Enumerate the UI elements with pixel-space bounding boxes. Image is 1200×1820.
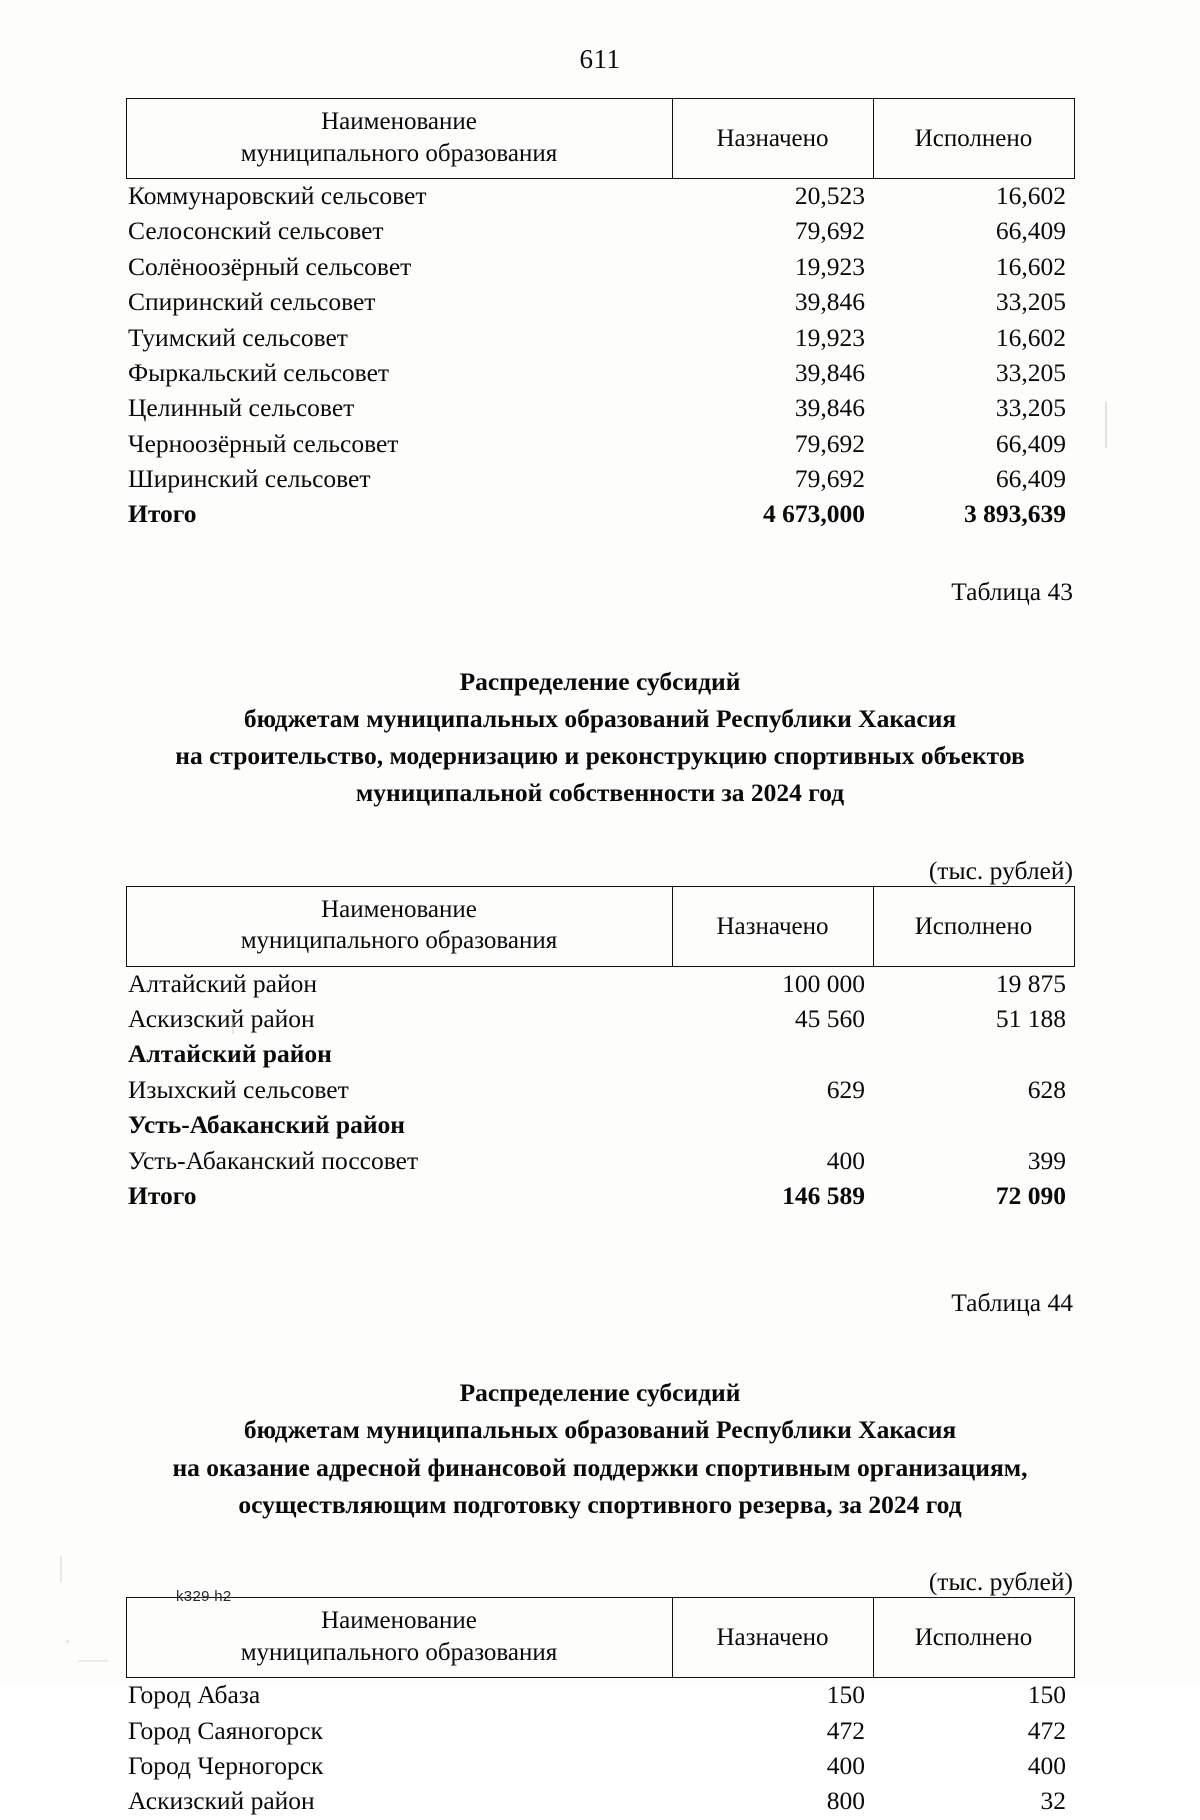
cell-assigned-value: 150 (826, 1680, 865, 1710)
table-45-body (126, 1678, 1074, 1820)
cell-municipality-name: Селосонский сельсовет (128, 216, 384, 246)
table-header-row (126, 886, 1074, 966)
column-header-name (126, 99, 672, 179)
cell-assigned-value: 79,692 (794, 464, 865, 493)
table-row (126, 356, 1074, 391)
table-row (126, 214, 1074, 249)
table-subsidies-44 (126, 886, 1075, 1215)
heading-45-line-4: осуществляющим подготовку спортивного резерва, за 2024 год (238, 1489, 962, 1519)
table-group-row (126, 1108, 1074, 1143)
heading-44-line-2: бюджетам муниципальных образований Республики Хакасия (243, 703, 957, 733)
cell-municipality-name: Туимский сельсовет (128, 322, 348, 352)
table-row (126, 250, 1074, 285)
cell-executed-value: 16,602 (995, 322, 1066, 352)
column-header-name-line1: Наименование (321, 108, 477, 135)
cell-municipality-name: Ширинский сельсовет (128, 464, 371, 493)
column-header-assigned: Назначено (672, 1598, 873, 1678)
column-header-executed: Исполнено (873, 1598, 1074, 1678)
cell-assigned-value: 39,846 (794, 393, 865, 423)
heading-44-line-3: на строительство, модернизацию и реконструкцию спортивных объектов (175, 741, 1025, 771)
column-header-executed: Исполнено (873, 99, 1074, 179)
cell-executed-value: 150 (1027, 1680, 1066, 1710)
cell-municipality-name: Коммунаровский сельсовет (128, 181, 427, 210)
table-row (126, 1784, 1074, 1819)
cell-executed-value (873, 1108, 1074, 1143)
table-row (126, 1144, 1074, 1179)
cell-assigned-value (672, 1037, 873, 1072)
cell-municipality-name: Аскизский район (128, 1786, 315, 1816)
heading-table-44 (126, 663, 1074, 812)
units-label-table-44: (тыс. рублей) (928, 855, 1073, 885)
cell-executed-value: 16,602 (995, 181, 1066, 210)
table-subsidies-45 (126, 1597, 1075, 1820)
cell-municipality-name: Солёноозёрный сельсовет (128, 251, 412, 281)
cell-municipality-name: Изыхский сельсовет (128, 1074, 349, 1104)
table-group-row (126, 1037, 1074, 1072)
scan-artifact (60, 1556, 62, 1582)
table-row (126, 179, 1074, 215)
table-44-body (126, 966, 1074, 1214)
cell-executed-value: 472 (1027, 1715, 1066, 1745)
cell-executed-value: 32 (1040, 1786, 1066, 1816)
cell-executed-value: 33,205 (995, 287, 1066, 317)
scan-artifact (232, 1022, 234, 1034)
table-43-header (126, 99, 1074, 179)
cell-assigned-value (672, 1108, 873, 1143)
cell-municipality-name: Алтайский район (128, 968, 318, 998)
cell-assigned-value: 400 (826, 1145, 865, 1175)
table-header-row (126, 99, 1074, 179)
table-row (126, 1714, 1074, 1749)
table-row (126, 1678, 1074, 1714)
column-header-name-line2: муниципального образования (240, 1638, 558, 1666)
cell-municipality-name: Алтайский район (128, 1039, 332, 1069)
cell-assigned-value: 19,923 (794, 322, 865, 352)
table-row (126, 391, 1074, 426)
table-row (126, 1073, 1074, 1108)
column-header-executed: Исполнено (873, 886, 1074, 966)
cell-municipality-name: Черноозёрный сельсовет (128, 428, 399, 458)
table-45-header (126, 1598, 1074, 1678)
cell-municipality-name: Спиринский сельсовет (128, 287, 376, 317)
heading-45-line-1: Распределение субсидий (459, 1378, 741, 1408)
cell-executed-value: 66,409 (995, 216, 1066, 246)
column-header-name (126, 886, 672, 966)
table-row (126, 462, 1074, 497)
table-44-header (126, 886, 1074, 966)
cell-executed-value: 66,409 (995, 464, 1066, 493)
cell-assigned-value: 39,846 (794, 287, 865, 317)
cell-assigned-value: 146 589 (782, 1180, 865, 1210)
table-44-caption: Таблица 44 (951, 1288, 1073, 1318)
scan-artifact (1105, 402, 1107, 448)
cell-municipality-name: Аскизский район (128, 1004, 315, 1033)
cell-municipality-name: Город Абаза (128, 1680, 261, 1710)
heading-45-line-3: на оказание адресной финансовой поддержки спортивным организациям, (172, 1452, 1028, 1482)
table-row (126, 966, 1074, 1002)
cell-municipality-name: Город Черногорск (128, 1750, 324, 1780)
cell-executed-value: 66,409 (995, 428, 1066, 458)
table-43-body (126, 179, 1074, 533)
cell-municipality-name: Усть-Абаканский поссовет (128, 1145, 419, 1175)
cell-executed-value: 33,205 (995, 393, 1066, 423)
column-header-assigned: Назначено (672, 99, 873, 179)
heading-44-line-4: муниципальной собственности за 2024 год (355, 778, 845, 808)
cell-executed-value: 399 (1027, 1145, 1066, 1175)
cell-executed-value: 72 090 (995, 1180, 1066, 1210)
units-label-table-45: (тыс. рублей) (928, 1567, 1073, 1597)
cell-assigned-value: 79,692 (794, 216, 865, 246)
heading-table-45 (126, 1374, 1074, 1523)
cell-municipality-name: Усть-Абаканский район (128, 1110, 405, 1140)
cell-assigned-value: 39,846 (794, 357, 865, 387)
table-total-row (126, 497, 1074, 532)
cell-municipality-name: Фыркальский сельсовет (128, 357, 390, 387)
footer-print-mark: k329 h2 (176, 1588, 232, 1605)
column-header-assigned: Назначено (672, 886, 873, 966)
column-header-name (126, 1598, 672, 1678)
scan-artifact (66, 1640, 69, 1643)
cell-assigned-value: 100 000 (782, 968, 865, 998)
cell-executed-value: 400 (1027, 1750, 1066, 1780)
heading-44-line-1: Распределение субсидий (459, 666, 741, 696)
table-43-caption: Таблица 43 (951, 576, 1073, 606)
table-row (126, 285, 1074, 320)
cell-assigned-value: 472 (826, 1715, 865, 1745)
cell-assigned-value: 19,923 (794, 251, 865, 281)
column-header-name-line2: муниципального образования (240, 139, 558, 167)
cell-executed-value: 3 893,639 (964, 499, 1066, 529)
column-header-name-line1: Наименование (321, 895, 477, 923)
cell-executed-value: 51 188 (995, 1004, 1066, 1033)
table-row (126, 427, 1074, 462)
cell-executed-value: 33,205 (995, 357, 1066, 387)
cell-assigned-value: 400 (826, 1750, 865, 1780)
cell-assigned-value: 800 (826, 1786, 865, 1816)
cell-executed-value: 19 875 (995, 968, 1066, 998)
page-number: 611 (579, 44, 621, 74)
cell-municipality-name: Город Саяногорск (128, 1715, 323, 1745)
cell-municipality-name: Итого (128, 1180, 197, 1210)
cell-executed-value (873, 1037, 1074, 1072)
table-header-row (126, 1598, 1074, 1678)
table-row (126, 321, 1074, 356)
scan-artifact (78, 1660, 108, 1662)
cell-assigned-value: 45 560 (794, 1004, 865, 1033)
table-subsidies-43 (126, 98, 1075, 533)
cell-assigned-value: 629 (826, 1074, 865, 1104)
cell-assigned-value: 4 673,000 (763, 499, 865, 529)
cell-executed-value: 16,602 (995, 251, 1066, 281)
table-total-row (126, 1179, 1074, 1214)
cell-assigned-value: 79,692 (794, 428, 865, 458)
cell-executed-value: 628 (1027, 1074, 1066, 1104)
column-header-name-line2: муниципального образования (240, 927, 558, 955)
table-row (126, 1002, 1074, 1037)
table-row (126, 1749, 1074, 1784)
cell-assigned-value: 20,523 (794, 181, 865, 210)
heading-45-line-2: бюджетам муниципальных образований Республики Хакасия (243, 1415, 957, 1445)
cell-municipality-name: Итого (128, 499, 197, 529)
column-header-name-line1: Наименование (321, 1607, 477, 1635)
cell-municipality-name: Целинный сельсовет (128, 393, 355, 423)
